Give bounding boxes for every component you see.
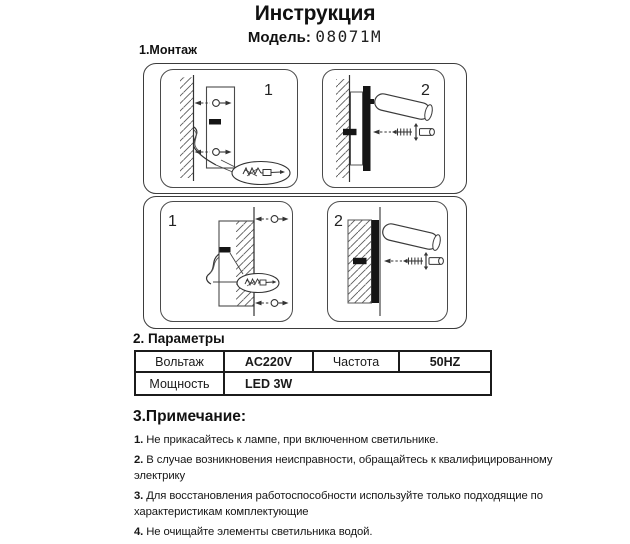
lamp-attachment-diagram-mirrored xyxy=(328,202,447,321)
note-item xyxy=(134,452,553,484)
param-label-frequency: Частота xyxy=(313,351,399,372)
note-number: 2. xyxy=(134,454,144,466)
note-line: характеристикам комплектующие xyxy=(134,506,309,518)
wire-connector-icon xyxy=(260,280,266,285)
mounting-plate-wiring-diagram-mirrored xyxy=(161,202,292,321)
note-item xyxy=(134,524,504,540)
terminal-block xyxy=(209,119,221,125)
model-label: Модель: xyxy=(247,29,311,46)
note-text: Для восстановления работоспособности используйте только подходящие по xyxy=(146,490,543,502)
param-value-frequency: 50HZ xyxy=(399,351,491,372)
params-table-wrap xyxy=(134,350,492,396)
param-value-power: LED 3W xyxy=(224,372,491,395)
terminal-block xyxy=(220,247,231,253)
diagram-box2-step2 xyxy=(327,201,448,322)
fixture-base xyxy=(363,86,371,171)
param-label-voltage: Вольтаж xyxy=(135,351,224,372)
step-number: 2 xyxy=(334,213,343,230)
section-heading-params: 2. Параметры xyxy=(133,331,225,346)
note-line xyxy=(134,524,504,540)
mounting-plate-wiring-diagram xyxy=(161,70,297,187)
model-line xyxy=(0,27,630,47)
diagram-box1-step1 xyxy=(160,69,298,188)
lamp-attachment-diagram xyxy=(323,70,444,187)
diagram-box2-step1 xyxy=(160,201,293,322)
param-label-power: Мощность xyxy=(135,372,224,395)
note-line: электрику xyxy=(134,470,186,482)
note-number: 3. xyxy=(134,490,144,502)
note-item xyxy=(134,488,543,520)
step-number: 1 xyxy=(264,82,273,99)
page-title: Инструкция xyxy=(254,2,376,25)
diagram-box1-step2 xyxy=(322,69,445,188)
montage-box-2 xyxy=(143,196,467,329)
wire-connector-icon xyxy=(263,170,271,176)
note-line xyxy=(134,432,504,448)
wall-hatch xyxy=(236,221,254,306)
param-value-voltage: AC220V xyxy=(224,351,313,372)
wall-hatch xyxy=(180,77,194,178)
note-line xyxy=(134,452,553,468)
table-row xyxy=(135,372,491,395)
lamp-cylinder xyxy=(381,222,442,251)
mounting-plate xyxy=(351,92,363,165)
section-heading-notes: 3.Примечание: xyxy=(133,408,247,425)
step-number: 1 xyxy=(168,213,177,230)
notes-list xyxy=(134,432,553,544)
section-heading-montage: 1.Монтаж xyxy=(139,43,197,57)
step-number: 2 xyxy=(421,82,430,99)
note-number: 1. xyxy=(134,434,144,446)
note-item xyxy=(134,432,504,448)
montage-box-1 xyxy=(143,63,467,194)
wall-hatch xyxy=(336,79,350,178)
note-line xyxy=(134,488,543,504)
table-row xyxy=(135,351,491,372)
mounting-plate xyxy=(207,87,235,168)
note-text: Не очищайте элементы светильника водой. xyxy=(146,526,373,538)
params-table xyxy=(134,350,492,396)
model-value: 08071M xyxy=(315,27,383,46)
note-text: Не прикасайтесь к лампе, при включенном светильнике. xyxy=(146,434,439,446)
fixture-base xyxy=(372,220,380,303)
note-number: 4. xyxy=(134,526,144,538)
note-text: В случае возникновения неисправности, обращайтесь к квалифицированному xyxy=(146,454,553,466)
